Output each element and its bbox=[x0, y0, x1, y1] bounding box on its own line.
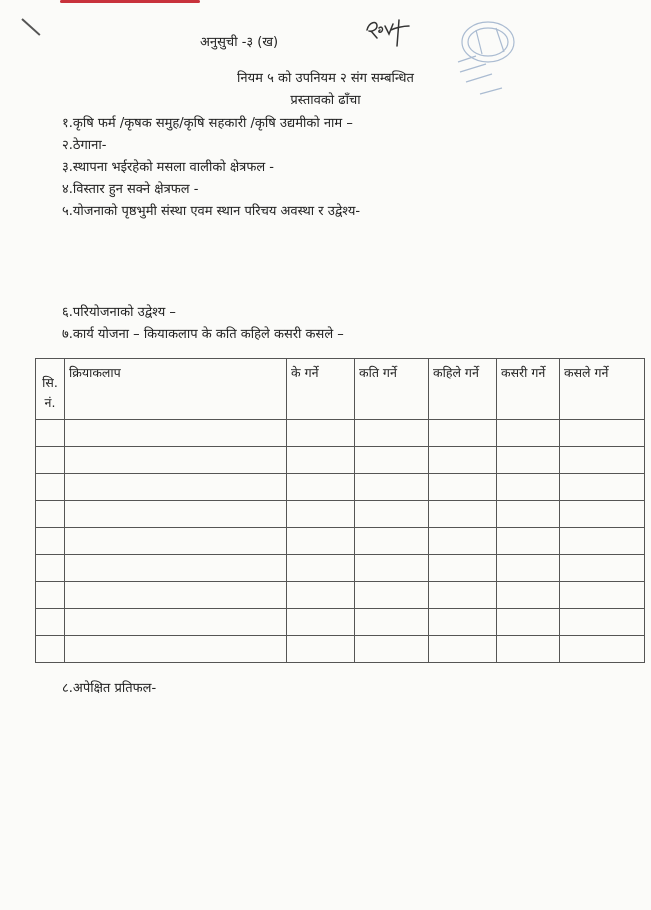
column-header-serial: सि. नं. bbox=[36, 359, 65, 420]
table-cell[interactable] bbox=[287, 609, 355, 636]
table-cell[interactable] bbox=[497, 609, 560, 636]
table-cell[interactable] bbox=[355, 447, 429, 474]
table-cell[interactable] bbox=[65, 501, 287, 528]
table-row bbox=[36, 555, 645, 582]
table-cell[interactable] bbox=[36, 582, 65, 609]
field-expandable-area: ४.विस्तार हुन सक्ने क्षेत्रफल - bbox=[62, 182, 199, 197]
table-cell[interactable] bbox=[65, 474, 287, 501]
table-cell[interactable] bbox=[560, 447, 645, 474]
table-cell[interactable] bbox=[560, 609, 645, 636]
table-cell[interactable] bbox=[429, 609, 497, 636]
field-work-plan: ७.कार्य योजना – कियाकलाप के कति कहिले कसरी कसले – bbox=[62, 327, 344, 342]
table-cell[interactable] bbox=[429, 582, 497, 609]
field-expected-output: ८.अपेक्षित प्रतिफल- bbox=[62, 681, 157, 696]
table-cell[interactable] bbox=[497, 582, 560, 609]
field-background: ५.योजनाको पृष्ठभुमी संस्था एवम स्थान परिचय अवस्था र उद्वेश्य- bbox=[62, 204, 361, 219]
table-row bbox=[36, 582, 645, 609]
table-cell[interactable] bbox=[429, 420, 497, 447]
table-row bbox=[36, 609, 645, 636]
table-cell[interactable] bbox=[560, 501, 645, 528]
table-cell[interactable] bbox=[497, 636, 560, 663]
column-header-how-much: कति गर्ने bbox=[355, 359, 429, 420]
schedule-label: अनुसुची -३ (ख) bbox=[200, 35, 279, 50]
table-cell[interactable] bbox=[497, 420, 560, 447]
field-applicant-name: १.कृषि फर्म /कृषक समुह/कृषि सहकारी /कृषि उद्यमीको नाम – bbox=[62, 116, 353, 131]
table-cell[interactable] bbox=[36, 474, 65, 501]
table-cell[interactable] bbox=[355, 420, 429, 447]
table-cell[interactable] bbox=[429, 474, 497, 501]
work-plan-table bbox=[35, 358, 645, 663]
handwritten-signature bbox=[363, 16, 413, 52]
table-cell[interactable] bbox=[65, 636, 287, 663]
column-header-when: कहिले गर्ने bbox=[429, 359, 497, 420]
table-cell[interactable] bbox=[287, 528, 355, 555]
table-row bbox=[36, 420, 645, 447]
table-cell[interactable] bbox=[429, 555, 497, 582]
page-title: प्रस्तावको ढाँचा bbox=[290, 93, 361, 108]
table-row bbox=[36, 528, 645, 555]
table-cell[interactable] bbox=[36, 420, 65, 447]
table-cell[interactable] bbox=[497, 447, 560, 474]
table-cell[interactable] bbox=[560, 582, 645, 609]
table-cell[interactable] bbox=[355, 474, 429, 501]
table-cell[interactable] bbox=[429, 501, 497, 528]
table-cell[interactable] bbox=[65, 582, 287, 609]
table-cell[interactable] bbox=[36, 636, 65, 663]
table-cell[interactable] bbox=[287, 447, 355, 474]
field-address: २.ठेगाना- bbox=[62, 138, 107, 153]
column-header-how: कसरी गर्ने bbox=[497, 359, 560, 420]
table-cell[interactable] bbox=[287, 636, 355, 663]
table-cell[interactable] bbox=[560, 474, 645, 501]
corner-mark bbox=[21, 18, 40, 36]
table-row bbox=[36, 636, 645, 663]
table-header-row bbox=[36, 359, 645, 420]
table-cell[interactable] bbox=[560, 555, 645, 582]
table-cell[interactable] bbox=[497, 555, 560, 582]
table-cell[interactable] bbox=[65, 447, 287, 474]
column-header-activity: क्रियाकलाप bbox=[65, 359, 287, 420]
table-cell[interactable] bbox=[287, 555, 355, 582]
table-cell[interactable] bbox=[36, 555, 65, 582]
table-cell[interactable] bbox=[65, 528, 287, 555]
table-cell[interactable] bbox=[36, 501, 65, 528]
table-cell[interactable] bbox=[355, 501, 429, 528]
top-edge-strip bbox=[60, 0, 200, 3]
table-row bbox=[36, 474, 645, 501]
table-cell[interactable] bbox=[65, 420, 287, 447]
table-cell[interactable] bbox=[287, 501, 355, 528]
table-row bbox=[36, 501, 645, 528]
table-cell[interactable] bbox=[65, 555, 287, 582]
table-cell[interactable] bbox=[497, 528, 560, 555]
table-cell[interactable] bbox=[36, 609, 65, 636]
table-cell[interactable] bbox=[36, 528, 65, 555]
rule-reference: नियम ५ को उपनियम २ संग सम्बन्धित bbox=[237, 71, 414, 86]
table-cell[interactable] bbox=[65, 609, 287, 636]
table-cell[interactable] bbox=[355, 555, 429, 582]
field-established-area: ३.स्थापना भईरहेको मसला वालीको क्षेत्रफल - bbox=[62, 160, 274, 175]
column-header-what: के गर्ने bbox=[287, 359, 355, 420]
table-cell[interactable] bbox=[355, 609, 429, 636]
table-cell[interactable] bbox=[287, 420, 355, 447]
table-cell[interactable] bbox=[355, 528, 429, 555]
table-cell[interactable] bbox=[429, 636, 497, 663]
column-header-who: कसले गर्ने bbox=[560, 359, 645, 420]
table-cell[interactable] bbox=[560, 528, 645, 555]
table-cell[interactable] bbox=[287, 582, 355, 609]
table-cell[interactable] bbox=[497, 501, 560, 528]
table-cell[interactable] bbox=[497, 474, 560, 501]
table-cell[interactable] bbox=[355, 636, 429, 663]
table-cell[interactable] bbox=[560, 420, 645, 447]
field-objective: ६.परियोजनाको उद्वेश्य – bbox=[62, 305, 176, 320]
table-cell[interactable] bbox=[355, 582, 429, 609]
table-cell[interactable] bbox=[560, 636, 645, 663]
table-cell[interactable] bbox=[36, 447, 65, 474]
table-cell[interactable] bbox=[429, 528, 497, 555]
table-cell[interactable] bbox=[287, 474, 355, 501]
table-cell[interactable] bbox=[429, 447, 497, 474]
table-row bbox=[36, 447, 645, 474]
